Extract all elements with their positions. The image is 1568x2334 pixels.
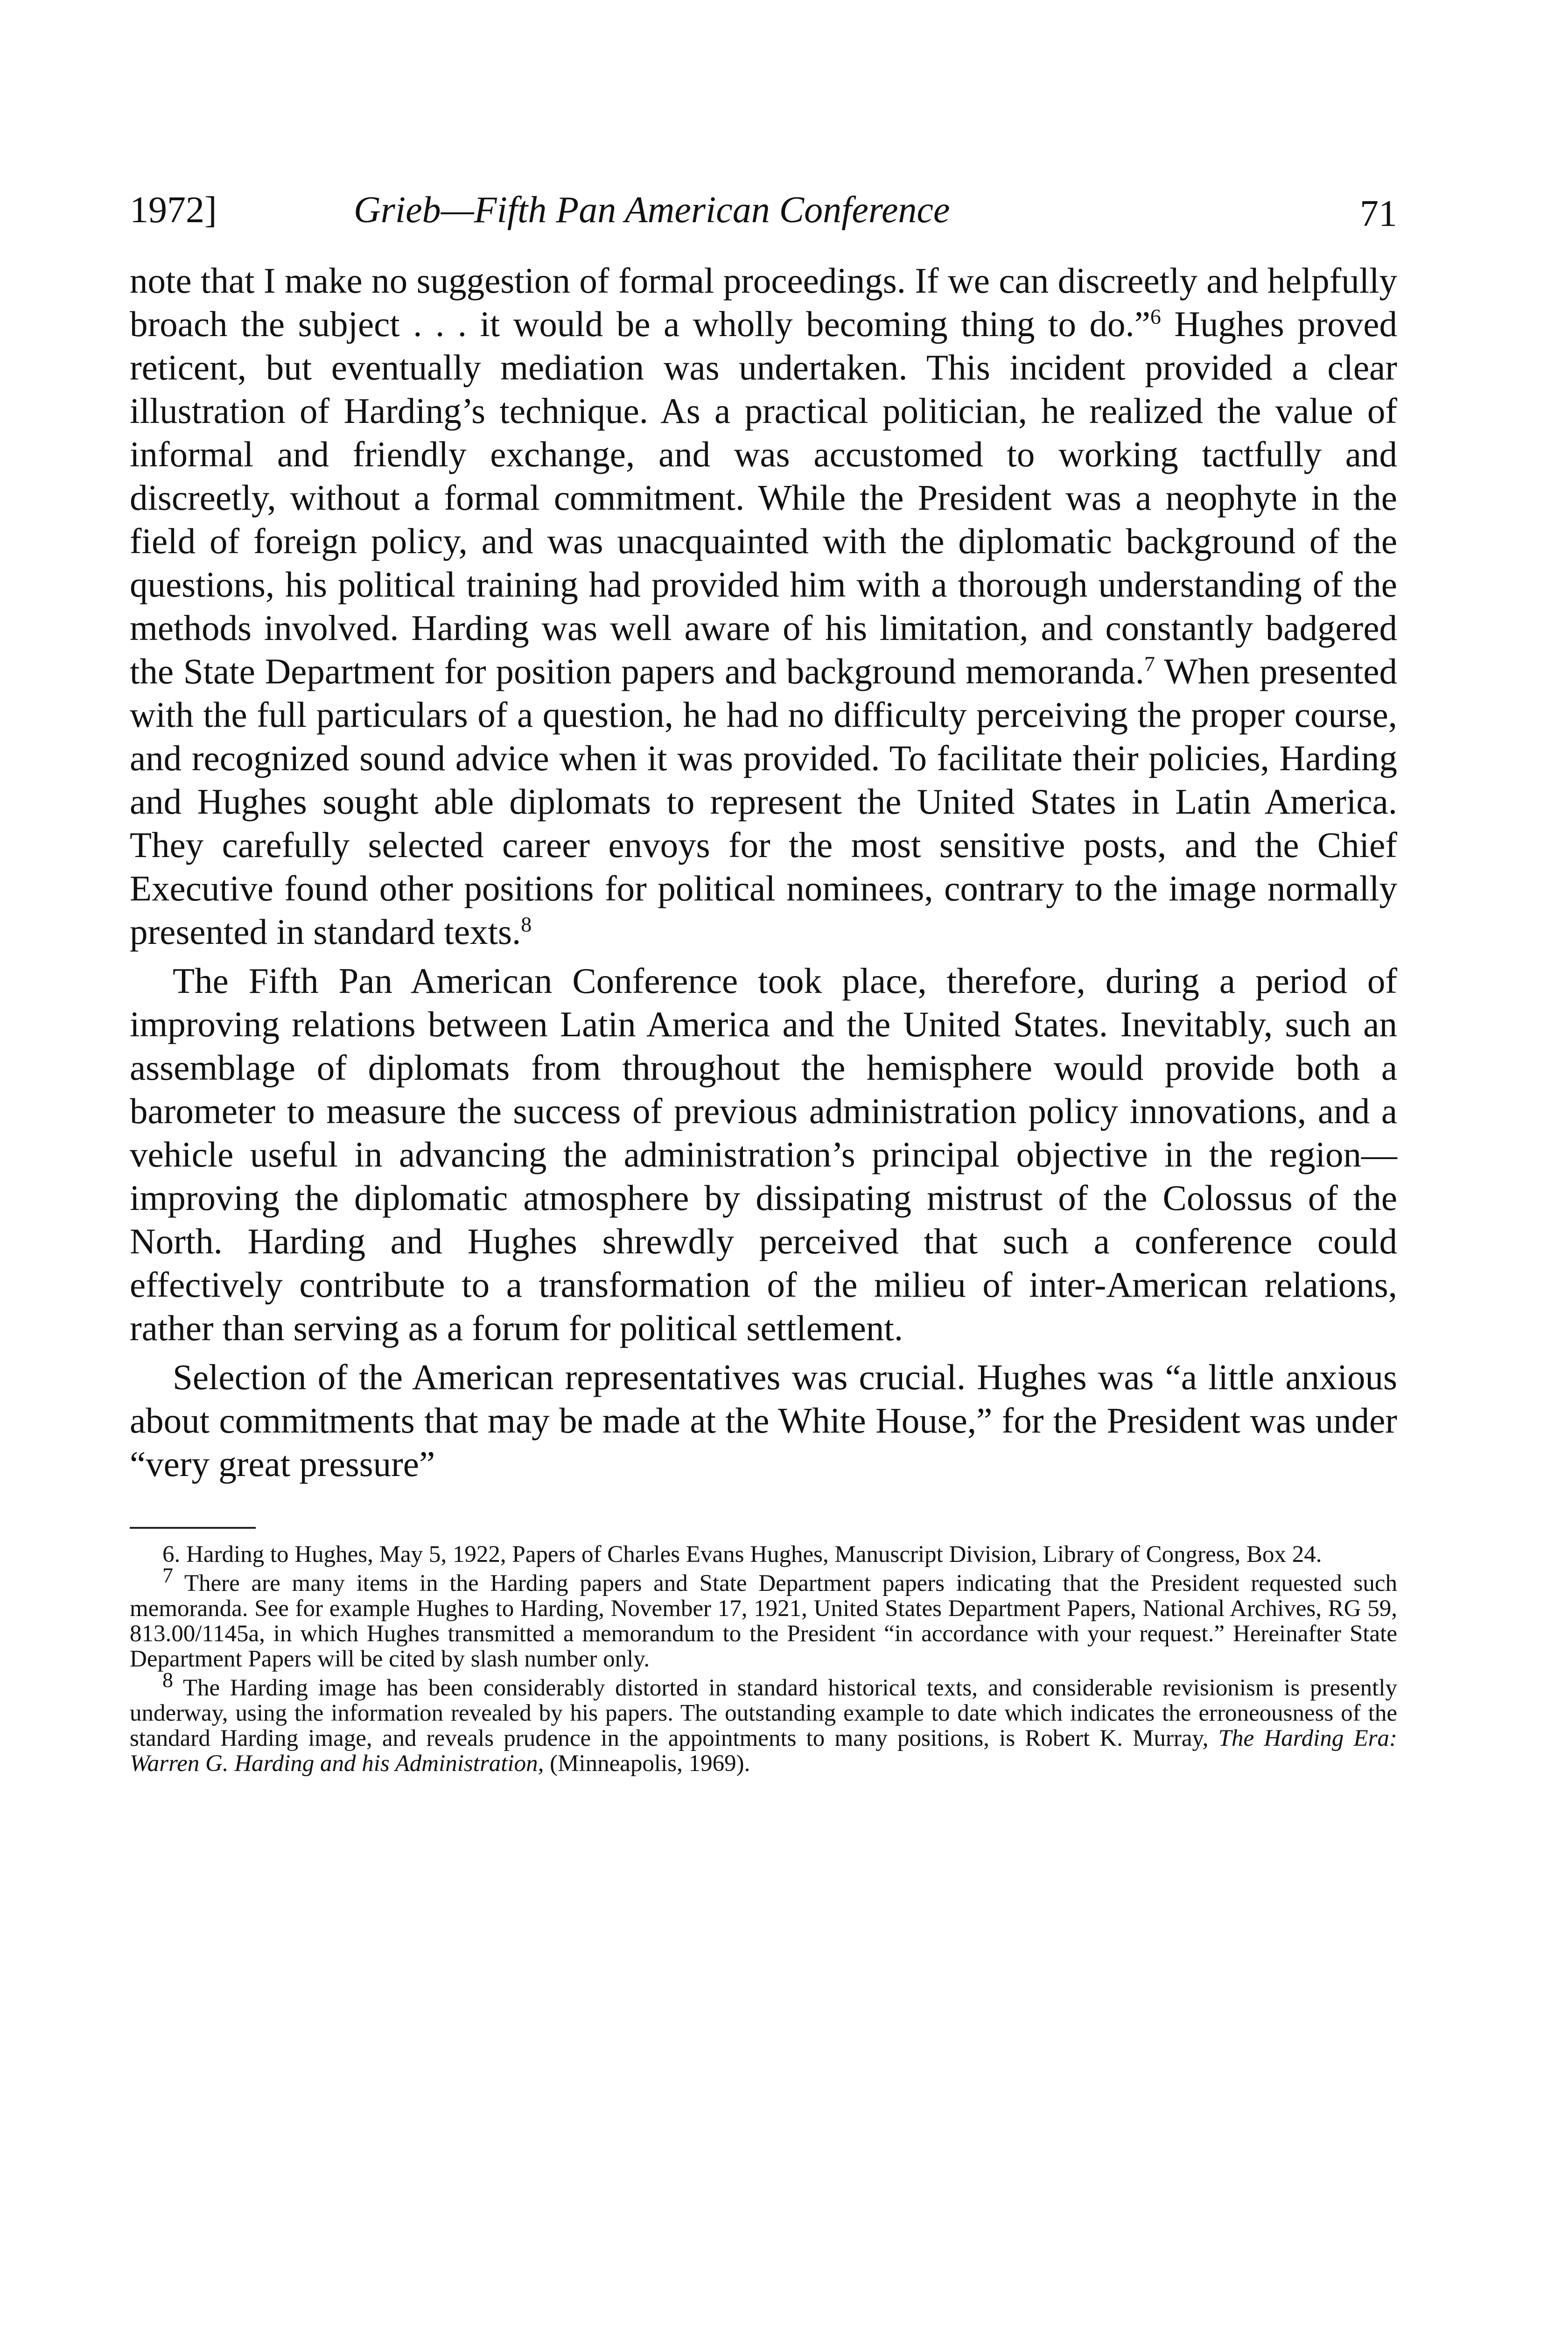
journal-page	[130, 189, 1397, 1776]
footnote-ref: 7	[162, 1563, 173, 1587]
body-text	[130, 259, 1397, 1486]
footnote-ref: 7	[1144, 652, 1155, 676]
paragraph: Selection of the American representatives was crucial. Hughes was “a little anxious about commitments that may be made at the White House,” for the President was under “very great pressure”	[130, 1357, 1397, 1484]
footnote-ref: 8	[521, 912, 532, 936]
footnote-ref: 6	[1150, 304, 1161, 329]
paragraph: note that I make no suggestion of formal proceedings. If we can discreetly and helpfully broach the subject . . . it would be a wholly becoming thing to do.”$^6$ Hughes proved reticent, but eventually mediation was undertaken. This incident provided a clear illustration of Harding’s technique. As a practical politician, he realized the value of informal and friendly exchange, and was accustomed to working tactfully and discreetly, without a formal commitment. While the President was a neophyte in the field of foreign policy, and was unacquainted with the diplomatic background of the questions, his political training had provided him with a thorough understanding of the methods involved. Harding was well aware of his limitation, and constantly badgered the State Department for position papers and background memoranda.$^7$ When presented with the full particulars of a question, he had no difficulty perceiving the proper course, and recognized sound advice when it was provided. To facilitate their policies, Harding and Hughes sought able diplomats to represent the United States in Latin America. They carefully selected career envoys for the most sensitive posts, and the Chief Executive found other positions for political nominees, contrary to the image normally presented in standard texts.$^8$	[130, 260, 1397, 952]
footnote-6: 6. Harding to Hughes, May 5, 1922, Papers of Charles Evans Hughes, Manuscript Division, Library of Congress, Box 24.	[162, 1541, 1322, 1568]
running-title: Grieb—Fifth Pan American Conference	[354, 190, 950, 231]
volume-year: 1972]	[130, 190, 217, 231]
running-head	[130, 189, 1397, 259]
footnote-divider	[130, 1527, 256, 1529]
footnote-8: $^8$ The Harding image has been considerably distorted in standard historical texts, and considerable revisionism is presently underway, using the information revealed by his papers. The outstanding example to date which indicates the erroneousness of the standard Harding image, and reveals prudence in the appointments to many positions, is Robert K. Murray, The Harding Era: Warren G. Harding and his Administration, (Minneapolis, 1969).	[130, 1668, 1397, 1777]
footnotes	[130, 1542, 1397, 1776]
footnote-ref: 8	[162, 1668, 173, 1692]
book-title: The Harding Era: Warren G. Harding and his Administration,	[130, 1725, 1397, 1777]
footnote-7: $^7$ There are many items in the Harding papers and State Department papers indicating that the President requested such memoranda. See for example Hughes to Harding, November 17, 1921, United States Department Papers, National Archives, RG 59, 813.00/1145a, in which Hughes transmitted a memorandum to the President “in accordance with your request.” Hereinafter State Department Papers will be cited by slash number only.	[130, 1563, 1397, 1672]
page-number: 71	[1360, 193, 1397, 234]
paragraph: The Fifth Pan American Conference took place, therefore, during a period of improving relations between Latin America and the United States. Inevitably, such an assemblage of diplomats from throughout the hemisphere would provide both a barometer to measure the success of previous administration policy innovations, and a vehicle useful in advancing the administration’s principal objective in the region—improving the diplomatic atmosphere by dissipating mistrust of the Colossus of the North. Harding and Hughes shrewdly perceived that such a conference could effectively contribute to a transformation of the milieu of inter-American relations, rather than serving as a forum for political settlement.	[130, 961, 1397, 1348]
